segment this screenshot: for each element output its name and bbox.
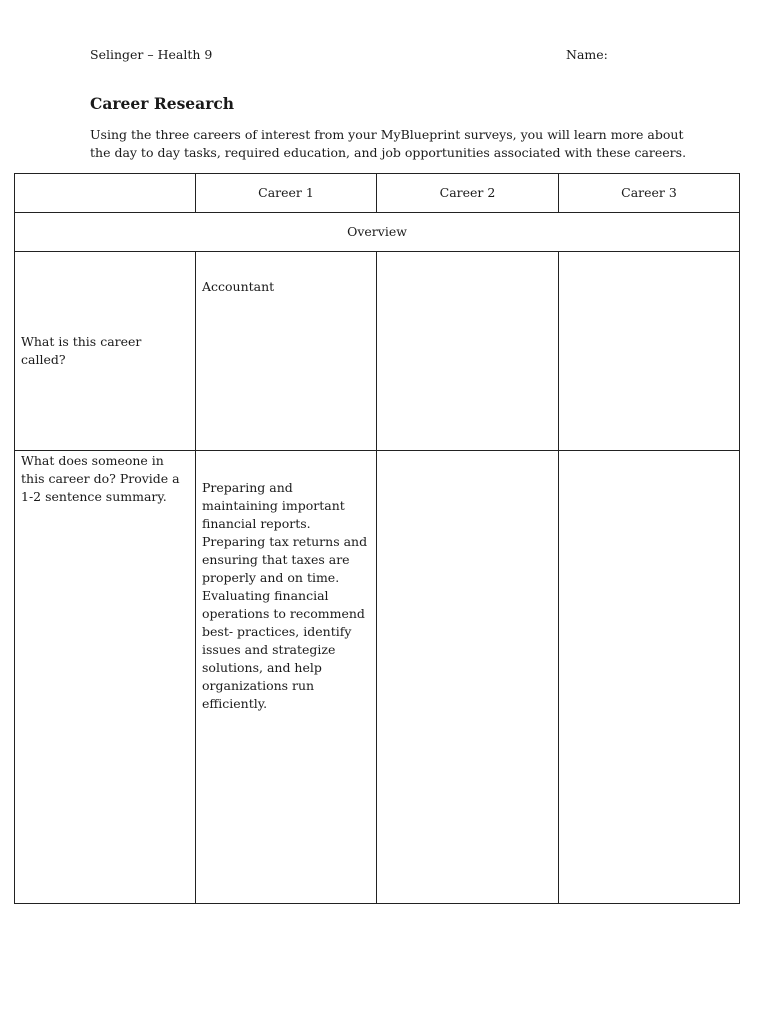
document-title: Career Research	[90, 94, 235, 113]
table-row	[15, 252, 740, 451]
header-cell-career-2: Career 2	[377, 174, 559, 213]
answer-cell-career-3[interactable]	[559, 451, 740, 904]
header-name-label: Name:	[566, 47, 608, 62]
header-cell-career-1: Career 1	[196, 174, 377, 213]
section-label: Overview	[15, 213, 740, 252]
answer-cell-career-1[interactable]: Accountant	[196, 252, 377, 451]
answer-cell-career-2[interactable]	[377, 252, 559, 451]
header-cell-empty	[15, 174, 196, 213]
answer-cell-career-1[interactable]: Preparing and maintaining important financial reports. Preparing tax returns and ensuring that taxes are properly and on time. Evaluating financial operations to recommend best- practices, identify issues and strategize solutions, and help organizations run efficiently.	[196, 451, 377, 904]
header-course-label: Selinger – Health 9	[90, 47, 213, 62]
answer-cell-career-2[interactable]	[377, 451, 559, 904]
header-cell-career-3: Career 3	[559, 174, 740, 213]
question-cell: What does someone in this career do? Provide a 1-2 sentence summary.	[15, 451, 196, 904]
table-header-row	[15, 174, 740, 213]
table-row	[15, 451, 740, 904]
intro-paragraph: Using the three careers of interest from your MyBlueprint surveys, you will learn more about the day to day tasks, required education, and job opportunities associated with these careers.	[90, 127, 687, 160]
section-row-overview	[15, 213, 740, 252]
question-cell: What is this career called?	[15, 252, 196, 451]
career-research-table	[14, 173, 740, 904]
answer-cell-career-3[interactable]	[559, 252, 740, 451]
